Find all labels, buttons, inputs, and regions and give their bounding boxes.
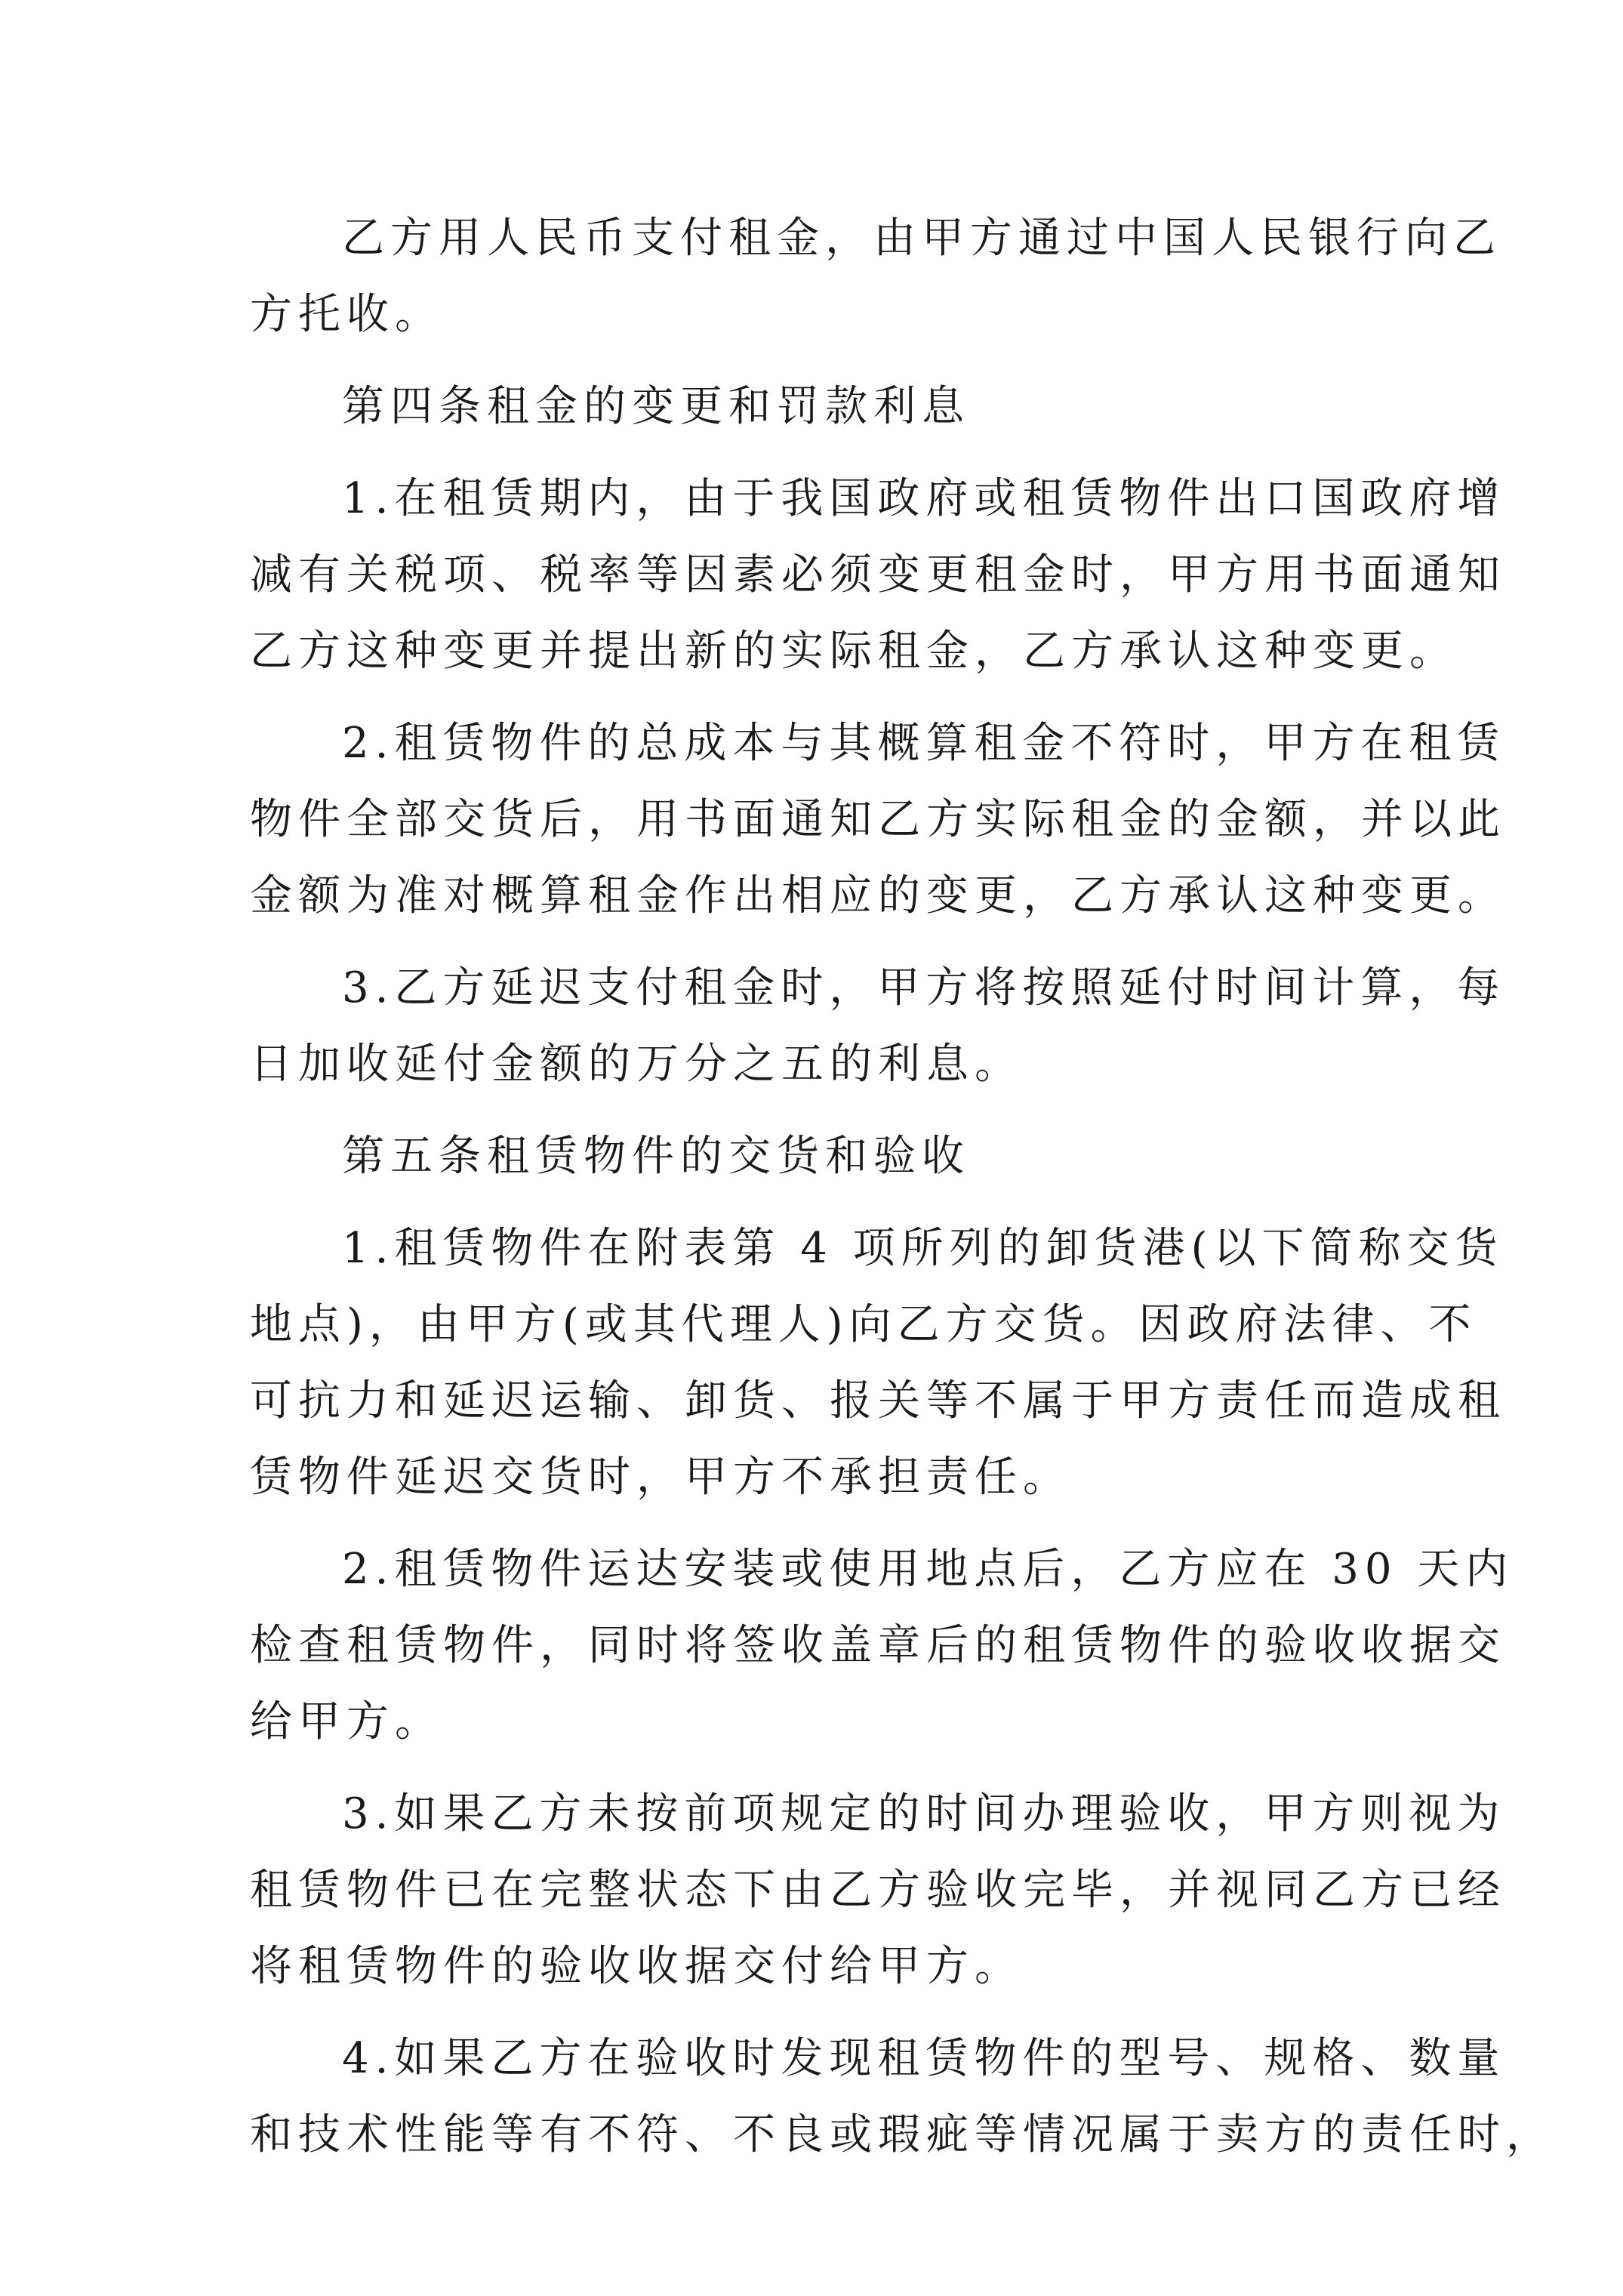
paragraph-line: 3.如果乙方未按前项规定的时间办理验收，甲方则视为 — [342, 1789, 1506, 1838]
section-heading: 第五条租赁物件的交货和验收 — [342, 1132, 970, 1181]
paragraph-line: 和技术性能等有不符、不良或瑕疵等情况属于卖方的责任时， — [250, 2110, 1554, 2159]
paragraph-line: 乙方用人民币支付租金，由甲方通过中国人民银行向乙 — [342, 214, 1501, 263]
paragraph-line: 地点)，由甲方(或其代理人)向乙方交货。因政府法律、不 — [250, 1300, 1477, 1349]
document-body — [250, 200, 1554, 2173]
paragraph-line: 赁物件延迟交货时，甲方不承担责任。 — [250, 1453, 1071, 1502]
paragraph-line: 3.乙方延迟支付租金时，甲方将按照延付时间计算，每 — [342, 963, 1506, 1012]
paragraph-line: 2.租赁物件的总成本与其概算租金不符时，甲方在租赁 — [342, 719, 1506, 768]
paragraph-line: 检查租赁物件，同时将签收盖章后的租赁物件的验收收据交 — [250, 1621, 1506, 1670]
paragraph-line: 可抗力和延迟运输、卸货、报关等不属于甲方责任而造成租 — [250, 1376, 1506, 1425]
paragraph-line: 4.如果乙方在验收时发现租赁物件的型号、规格、数量 — [342, 2034, 1506, 2083]
paragraph-line: 给甲方。 — [250, 1697, 443, 1746]
paragraph-line: 租赁物件已在完整状态下由乙方验收完毕，并视同乙方已经 — [250, 1866, 1506, 1915]
section-heading: 第四条租金的变更和罚款利息 — [342, 382, 970, 431]
paragraph-line: 日加收延付金额的万分之五的利息。 — [250, 1040, 1023, 1089]
paragraph-line: 2.租赁物件运达安装或使用地点后，乙方应在 30 天内 — [342, 1545, 1514, 1594]
paragraph-line: 金额为准对概算租金作出相应的变更，乙方承认这种变更。 — [250, 871, 1506, 920]
paragraph-line: 物件全部交货后，用书面通知乙方实际租金的金额，并以此 — [250, 795, 1506, 844]
paragraph-line: 1.租赁物件在附表第 4 项所列的卸货港(以下简称交货 — [342, 1224, 1504, 1273]
paragraph-line: 减有关税项、税率等因素必须变更租金时，甲方用书面通知 — [250, 550, 1506, 599]
paragraph-line: 将租赁物件的验收收据交付给甲方。 — [250, 1942, 1023, 1991]
paragraph-line: 乙方这种变更并提出新的实际租金，乙方承认这种变更。 — [250, 627, 1458, 676]
paragraph-line: 1.在租赁期内，由于我国政府或租赁物件出口国政府增 — [342, 474, 1506, 523]
paragraph-line: 方托收。 — [250, 290, 443, 339]
